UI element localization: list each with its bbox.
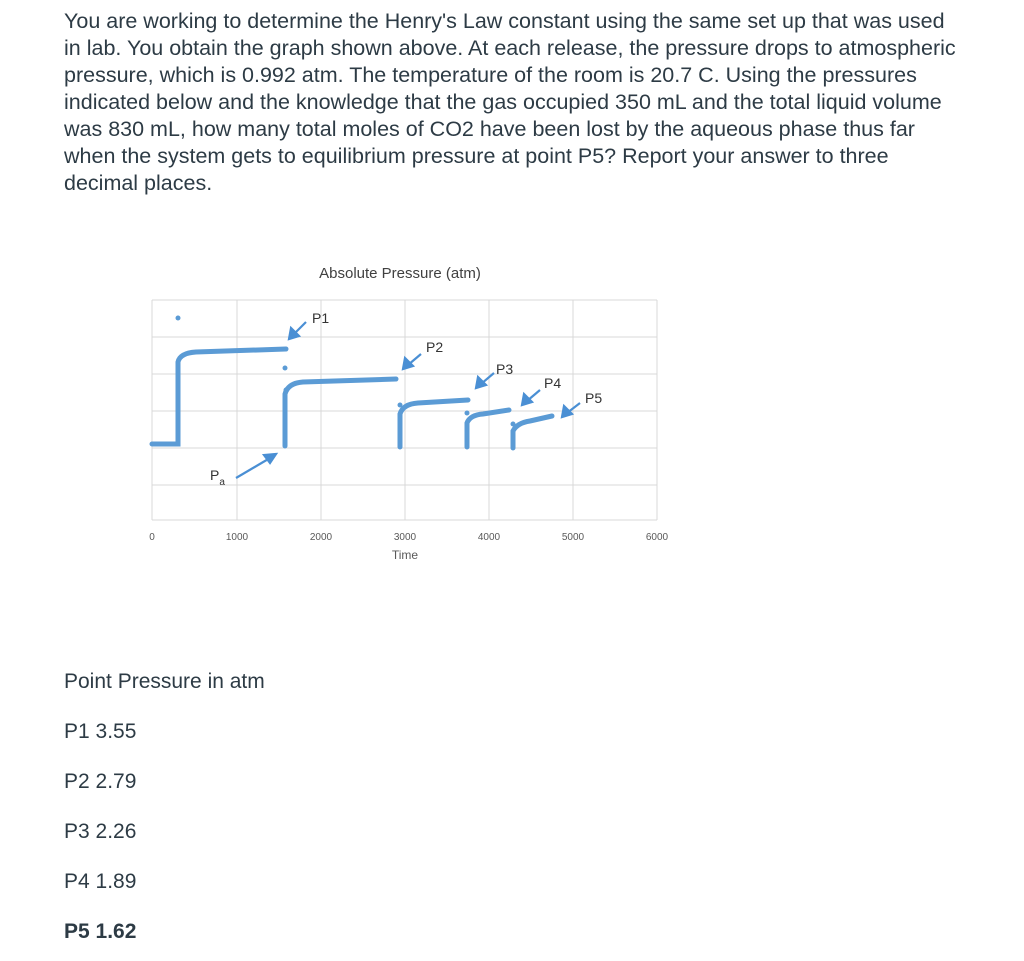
annotation-pa-main: P <box>210 467 220 483</box>
chart-title: Absolute Pressure (atm) <box>319 265 481 282</box>
question-text: You are working to determine the Henry's Law constant using the same set up that was used in lab. You obtain the graph shown above. At each release, the pressure drops to atmospheric pressure, which is 0.992 atm. The temperature of the room is 20.7 C. Using the pressures indicated below and the knowledge that the gas occupied 350 mL and the total liquid volume was 830 mL, how many total moles of CO2 have been lost by the aqueous phase thus far when the system gets to equilibrium pressure at point P5? Report your answer to three decimal places. <box>64 9 956 195</box>
data-point <box>283 366 288 371</box>
x-tick-label: 2000 <box>309 532 333 543</box>
arrow-p3 <box>481 373 494 384</box>
table-row: P2 2.79 <box>64 770 137 793</box>
table-row: P4 1.89 <box>64 870 137 893</box>
data-point <box>176 316 181 321</box>
arrow-p4-head <box>522 394 532 405</box>
data-point <box>511 422 516 427</box>
series-segment-4 <box>467 410 509 447</box>
x-tick-label: 1000 <box>225 532 249 543</box>
x-tick-label: 6000 <box>645 532 669 543</box>
pressure-series <box>152 316 552 449</box>
annotation-arrows <box>236 322 580 478</box>
table-row: P3 2.26 <box>64 820 137 843</box>
series-segment-2 <box>285 379 396 446</box>
arrow-pa <box>236 458 270 478</box>
data-point <box>284 388 289 393</box>
table-row: P5 1.62 <box>64 920 137 943</box>
table-title: Point Pressure in atm <box>64 670 265 693</box>
series-segment-5 <box>513 416 552 448</box>
arrow-p5-head <box>562 406 572 417</box>
x-tick-label: 3000 <box>393 532 417 543</box>
annotation-p1: P1 <box>312 310 330 326</box>
annotation-p5: P5 <box>585 390 603 406</box>
annotation-p4: P4 <box>544 375 562 391</box>
arrow-p3-head <box>476 377 486 388</box>
annotation-pa-sub: a <box>219 477 225 488</box>
table-row: P1 3.55 <box>64 720 137 743</box>
x-tick-label: 5000 <box>561 532 585 543</box>
arrow-p2 <box>408 354 421 365</box>
x-axis-label: Time <box>391 548 419 562</box>
arrow-p4 <box>527 390 540 401</box>
arrow-p1-head <box>289 328 299 339</box>
grid <box>152 300 657 520</box>
series-segment-1 <box>152 349 286 444</box>
data-point <box>398 403 403 408</box>
arrow-pa-head <box>264 454 276 463</box>
arrow-p2-head <box>403 358 413 369</box>
x-tick-label: 0 <box>149 532 155 543</box>
x-tick-label: 4000 <box>477 532 501 543</box>
arrow-p5 <box>567 403 580 413</box>
annotation-p2: P2 <box>426 339 444 355</box>
series-segment-3 <box>400 400 468 447</box>
annotation-pa <box>210 467 225 488</box>
arrow-p1 <box>294 322 306 334</box>
data-point <box>465 411 470 416</box>
annotation-p3: P3 <box>496 361 514 377</box>
